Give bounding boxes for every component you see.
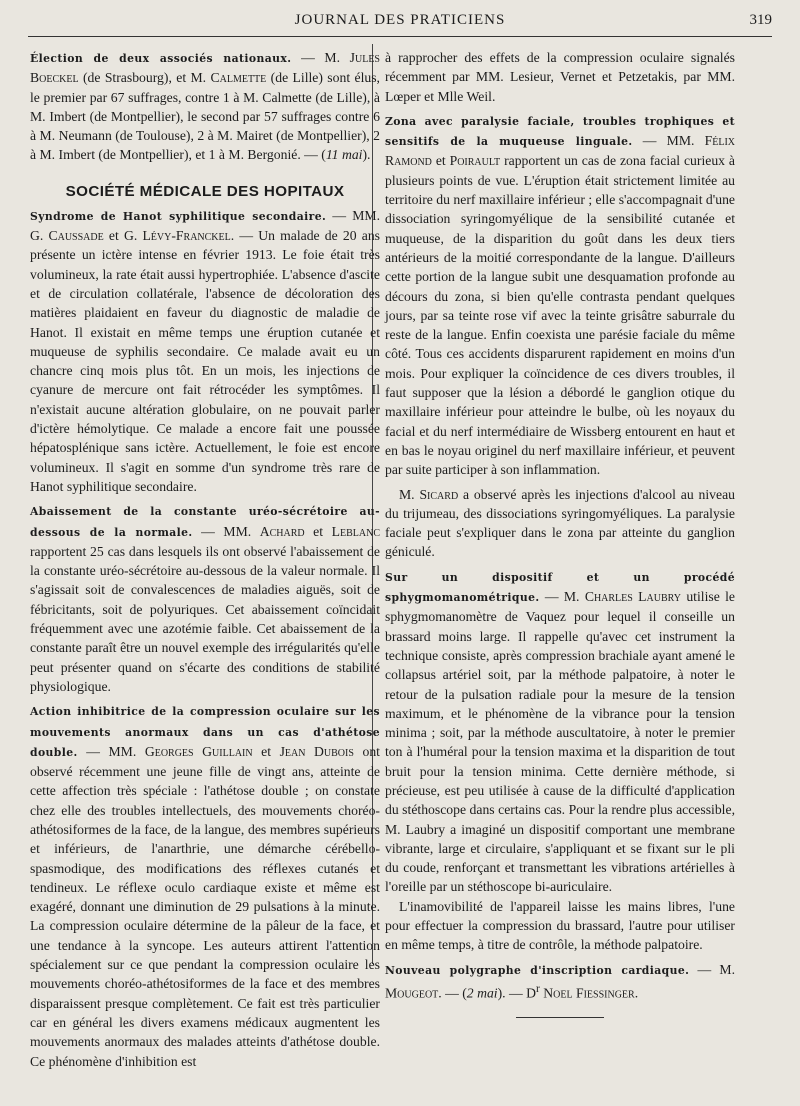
nouveau-paragraph: Nouveau polygraphe d'inscription cardiaque. — M. Mougeot. — (2 mai). — $D^r$ Noel Fiessinger.	[385, 961, 735, 1001]
meeting-date: 2 mai	[466, 985, 498, 1001]
author-name: Félix Ramond	[385, 133, 736, 169]
meeting-date: 11 mai	[325, 147, 363, 163]
abaissement-paragraph: Abaissement de la constante uréo-sécrétoire au-dessous de la normale. — MM. Achard et Leblanc rapportent 25 cas dans lesquels ils ont observé l'abaissement de la constante uréo-sécrétoire au-dessous de la valeur normale. Il s'agissait soit de convalescences de maladies aiguës, soit de fébricitants, soit de polyuriques. Cet abaissement coïncidait fréquemment avec une azotémie faible. Cet abaissement de la constante paraît être un nouvel exemple des irrégularités qu'elle peut présenter quand on s'écarte des conditions de stabilité physiologique.	[30, 505, 380, 694]
hanot-paragraph: Syndrome de Hanot syphilitique secondaire. — MM. G. Caussade et G. Lévy-Franckel. — Un malade de 20 ans présente un ictère intense en février 1913. Le foie était très volumineux, la rate était aussi hypertrophiée. L'absence d'ascite et de circulation collatérale, l'absence de décoloration des matières plaidaient en faveur du diagnostic de maladie de Hanot. Il existait en même temps une éruption cutanée et muqueuse de syphilis secondaire. Ce malade avait eu un chancre cinq mois plus tôt. En un mois, les injections de cyanure de mercure ont fait rétrocéder les symptômes. Il n'existait aucune altération globulaire, on ne pouvait parler d'ictère hémolytique. Ce malade a encore fait une poussée hépatosplénique sans ictère. Actuellement, le foie est encore volumineux. Il s'agit en somme d'un syndrome très rare de Hanot syphilitique secondaire.	[30, 207, 381, 494]
action-heading: Action inhibitrice de la compression oculaire sur les mouvements anormaux dans un cas d'athétose double.	[30, 705, 380, 759]
zona-paragraph: Zona avec paralysie faciale, troubles trophiques et sensitifs de la muqueuse linguale. — MM. Félix Ramond et Poirault rapportent un cas de zona facial curieux à plusieurs points de vue. L'éruption était strictement limitée au territoire du nerf maxillaire inférieur ; elle s'accompagnait d'une dissociation syringomyélique de la sensibilité cutanée et muqueuse, de la disparition du goût dans les deux tiers antérieurs de la moitié correspondante de la langue. D'ailleurs cette portion de la langue subit une desquamation profonde au décours du zona, si bien qu'elle contrasta pendant quelques jours, par sa teinte rose vif avec la teinte grisâtre saburrale du reste de la langue. Enfin coexista une parésie faciale du même côté. Tous ces accidents disparurent rapidement en moins d'un mois. Pour expliquer la coïncidence de ces divers troubles, il faut supposer que la lésion a débordé le ganglion otique du maxillaire inférieur pour atteindre le bulbe, où les noyaux du facial et du nerf intermédiaire de Wissberg entourent en haut et en bas le noyau originel du nerf maxillaire inférieur, et peuvent par suite participer à son inflammation.	[385, 114, 736, 478]
dispositif-heading: Sur un dispositif et un procédé sphygmomanométrique.	[385, 570, 735, 605]
author-name: Georges Guillain	[144, 743, 253, 759]
action-continuation: à rapprocher des effets de la compression oculaire signalés récemment par MM. Lesieur, Vernet et Petzetakis, par MM. Lœper et Mlle Weil.	[385, 50, 735, 104]
journal-title: JOURNAL DES PRATICIENS	[294, 12, 506, 28]
zona-heading: Zona avec paralysie faciale, troubles trophiques et sensitifs de la muqueuse linguale.	[385, 114, 735, 149]
end-rule	[516, 1017, 604, 1018]
signature-name: Noel Fiessinger	[543, 985, 635, 1001]
nouveau-heading: Nouveau polygraphe d'inscription cardiaque.	[385, 963, 690, 977]
inamovibilite-paragraph: L'inamovibilité de l'appareil laisse les mains libres, l'une pour effectuer la compression du brassard, l'autre pour utiliser en même temps, à titre de contrôle, la méthode palpatoire.	[385, 898, 735, 953]
author-name: Achard	[259, 523, 305, 539]
author-name: Poirault	[449, 153, 501, 169]
author-name: Calmette	[210, 70, 267, 86]
page-number: 319	[749, 12, 772, 28]
author-name: Caussade	[48, 228, 104, 244]
hanot-heading: Syndrome de Hanot syphilitique secondaire.	[30, 209, 327, 223]
election-heading: Élection de deux associés nationaux.	[30, 52, 292, 65]
author-name: Leblanc	[331, 523, 380, 539]
author-name: Jean Dubois	[279, 743, 354, 759]
section-heading: SOCIÉTÉ MÉDICALE DES HOPITAUX	[65, 182, 345, 200]
dispositif-paragraph: Sur un dispositif et un procédé sphygmomanométrique. — M. Charles Laubry utilise le sphygmomanomètre de Vaquez pour lequel il conseille un brassard moins large. Il rappelle qu'avec cet instrument la technique consiste, après compression brachiale ayant amené le collapsus artériel soit, par la méthode palpatoire, à noter le retour de la pulsation radiale pour la mesure de la tension maximum, et le phénomène de la vibrance pour la tension minima ; soit, par la méthode auscultatoire, à noter le premier ton à l'huméral pour la tension maxima et la disparition de tout bruit pour la tension minima. Cette dernière méthode, si précieuse, est peu utilisée à cause de la difficulté d'application du stéthoscope dans certains cas. Pour la rendre plus accessible, M. Laubry a imaginé un dispositif comportant une membrane vibrante, large et circulaire, s'appliquant et se fixant sur le pli du coude, renforçant et transmettant les vibrations artérielles à l'oreille par un stéthoscope bi-auriculaire.	[385, 570, 736, 895]
election-paragraph: Élection de deux associés nationaux. — M. Jules Boeckel (de Strasbourg), et M. Calmette (de Lille) sont élus, le premier par 67 suffrages, contre 1 à M. Calmette (de Lille), à M. Imbert (de Montpellier), le second par 57 suffrages contre 6 à M. Neumann (de Toulouse), 2 à M. Mairet (de Montpellier), 2 à M. Imbert (de Montpellier), et 1 à M. Bergonié. — (11 mai).	[30, 50, 380, 163]
right-column	[385, 48, 735, 1018]
title-superscript: r	[536, 982, 540, 995]
sicard-paragraph: M. Sicard a observé après les injections d'alcool au niveau du trijumeau, des dissociations syringomyéliques. La paralysie faciale peut s'expliquer dans le zona par atteinte du ganglion géniculé.	[385, 486, 735, 560]
left-column	[30, 48, 380, 1071]
abaissement-heading: Abaissement de la constante uréo-sécrétoire au-dessous de la normale.	[30, 505, 380, 539]
author-name: Jules Boeckel	[30, 50, 380, 86]
author-name: Charles Laubry	[584, 589, 681, 605]
author-name: Sicard	[419, 486, 459, 502]
author-name: Lévy-Franckel	[142, 228, 231, 244]
action-paragraph: Action inhibitrice de la compression oculaire sur les mouvements anormaux dans un cas d'athétose double. — MM. Georges Guillain et Jean Dubois ont observé récemment une jeune fille de vingt ans, atteinte de cette affection très spéciale : l'athétose double ; on constate chez elle des troubles intellectuels, des mouvements choréo-athétosiformes de la face, de la langue, des membres supérieurs et inférieurs, de l'anarthrie, une démarche cérébello-spasmodique, des modifications des réflexes cutanés et tendineux. Le réflexe oculo cardiaque existe et même est exagéré, donnant une diminution de 29 pulsations à la minute. La compression oculaire détermine de la pâleur de la face, et une tendance à la syncope. Les auteurs attirent l'attention spécialement sur ce que pendant la compression oculaire les mouvements choréo-athétosiformes de la face et des membres disparaissent presque complètement. Ce fait est très particulier car en général les divers examens médicaux augmentent les mouvements anormaux des malades atteints d'athétose double. Ce phénomène d'inhibition est	[30, 705, 380, 1069]
author-name: Mougeot	[385, 985, 439, 1001]
running-head	[28, 10, 772, 37]
